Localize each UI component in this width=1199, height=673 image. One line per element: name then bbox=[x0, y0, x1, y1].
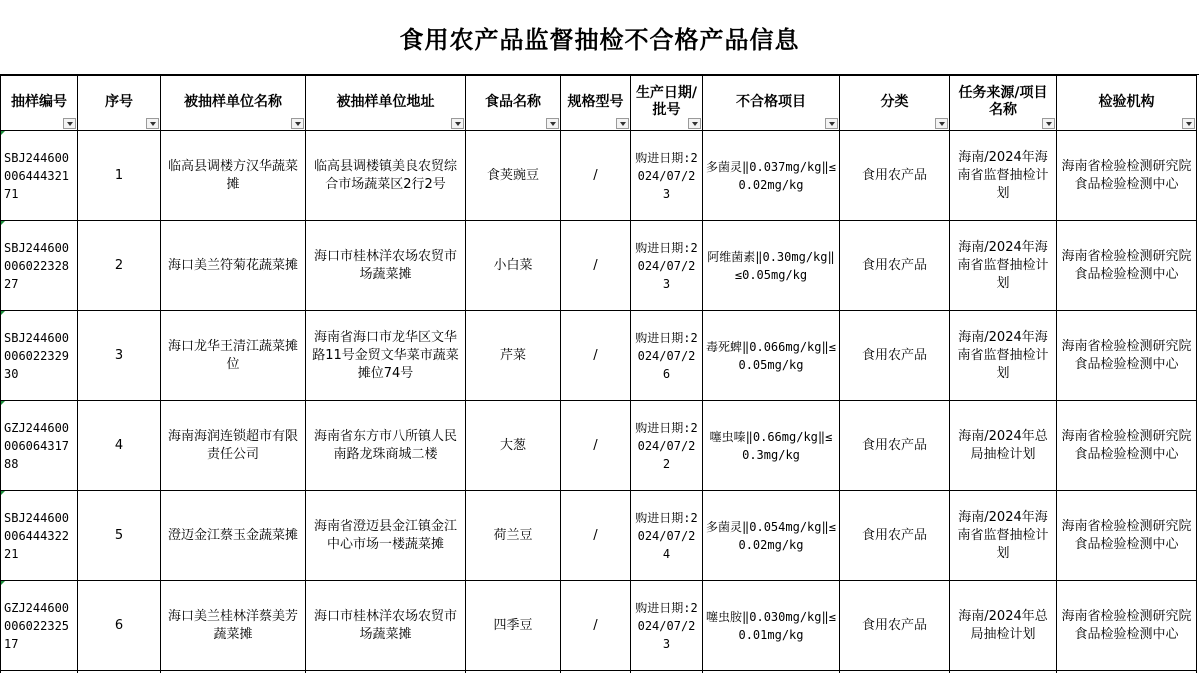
cell-spec[interactable]: / bbox=[561, 491, 631, 581]
header-label: 序号 bbox=[105, 93, 133, 110]
cell-food[interactable]: 荷兰豆 bbox=[466, 491, 561, 581]
cell-sample-no[interactable]: SBJ24460000602232827 bbox=[1, 221, 78, 311]
table-row bbox=[1, 581, 1197, 671]
cell-lab[interactable]: 海南省检验检测研究院食品检验检测中心 bbox=[1057, 401, 1197, 491]
table-row bbox=[1, 311, 1197, 401]
header-lab bbox=[1057, 76, 1197, 131]
cell-food[interactable]: 大葱 bbox=[466, 401, 561, 491]
cell-seq[interactable]: 1 bbox=[78, 131, 161, 221]
cell-task[interactable]: 海南/2024年海南省监督抽检计划 bbox=[950, 491, 1057, 581]
cell-date[interactable]: 购进日期:2024/07/26 bbox=[631, 311, 703, 401]
header-label: 被抽样单位名称 bbox=[184, 93, 282, 110]
header-label: 被抽样单位地址 bbox=[336, 93, 435, 110]
cell-category[interactable]: 食用农产品 bbox=[840, 311, 950, 401]
cell-food[interactable]: 四季豆 bbox=[466, 581, 561, 671]
cell-seq[interactable]: 4 bbox=[78, 401, 161, 491]
cell-task[interactable]: 海南/2024年总局抽检计划 bbox=[950, 581, 1057, 671]
header-label: 生产日期/批号 bbox=[635, 85, 698, 118]
filter-dropdown-icon[interactable] bbox=[1182, 118, 1195, 129]
filter-dropdown-icon[interactable] bbox=[1042, 118, 1055, 129]
cell-unit-addr[interactable]: 海口市桂林洋农场农贸市场蔬菜摊 bbox=[306, 581, 466, 671]
filter-dropdown-icon[interactable] bbox=[63, 118, 76, 129]
cell-seq[interactable]: 5 bbox=[78, 491, 161, 581]
cell-indicator-icon bbox=[1, 401, 5, 405]
cell-category[interactable]: 食用农产品 bbox=[840, 401, 950, 491]
cell-sample-no[interactable]: SBJ24460000644432221 bbox=[1, 491, 78, 581]
header-item bbox=[703, 76, 840, 131]
cell-unit-addr[interactable]: 海南省海口市龙华区文华路11号金贸文华菜市蔬菜摊位74号 bbox=[306, 311, 466, 401]
cell-lab[interactable]: 海南省检验检测研究院食品检验检测中心 bbox=[1057, 131, 1197, 221]
cell-indicator-icon bbox=[1, 221, 5, 225]
cell-item[interactable]: 毒死蜱‖0.066mg/kg‖≤0.05mg/kg bbox=[703, 311, 840, 401]
cell-date[interactable]: 购进日期:2024/07/23 bbox=[631, 581, 703, 671]
header-label: 不合格项目 bbox=[736, 93, 806, 110]
cell-unit-name[interactable]: 海南海润连锁超市有限责任公司 bbox=[161, 401, 306, 491]
cell-date[interactable]: 购进日期:2024/07/24 bbox=[631, 491, 703, 581]
results-table bbox=[0, 75, 1197, 673]
table-row bbox=[1, 221, 1197, 311]
cell-category[interactable]: 食用农产品 bbox=[840, 581, 950, 671]
cell-spec[interactable]: / bbox=[561, 221, 631, 311]
header-label: 分类 bbox=[880, 93, 909, 110]
cell-unit-addr[interactable]: 海南省东方市八所镇人民南路龙珠商城二楼 bbox=[306, 401, 466, 491]
filter-dropdown-icon[interactable] bbox=[825, 118, 838, 129]
cell-indicator-icon bbox=[1, 131, 5, 135]
cell-category[interactable]: 食用农产品 bbox=[840, 221, 950, 311]
header-date bbox=[631, 76, 703, 131]
header-food bbox=[466, 76, 561, 131]
cell-lab[interactable]: 海南省检验检测研究院食品检验检测中心 bbox=[1057, 491, 1197, 581]
cell-item[interactable]: 噻虫嗪‖0.66mg/kg‖≤0.3mg/kg bbox=[703, 401, 840, 491]
cell-category[interactable]: 食用农产品 bbox=[840, 491, 950, 581]
table-row bbox=[1, 491, 1197, 581]
cell-sample-no[interactable]: SBJ24460000644432171 bbox=[1, 131, 78, 221]
table-row bbox=[1, 401, 1197, 491]
cell-unit-addr[interactable]: 海口市桂林洋农场农贸市场蔬菜摊 bbox=[306, 221, 466, 311]
cell-spec[interactable]: / bbox=[561, 581, 631, 671]
cell-task[interactable]: 海南/2024年海南省监督抽检计划 bbox=[950, 311, 1057, 401]
cell-lab[interactable]: 海南省检验检测研究院食品检验检测中心 bbox=[1057, 311, 1197, 401]
cell-item[interactable]: 多菌灵‖0.054mg/kg‖≤0.02mg/kg bbox=[703, 491, 840, 581]
cell-spec[interactable]: / bbox=[561, 131, 631, 221]
header-unit-addr bbox=[306, 76, 466, 131]
header-label: 食品名称 bbox=[485, 93, 541, 110]
cell-food[interactable]: 食荚豌豆 bbox=[466, 131, 561, 221]
cell-unit-name[interactable]: 澄迈金江蔡玉金蔬菜摊 bbox=[161, 491, 306, 581]
cell-date[interactable]: 购进日期:2024/07/23 bbox=[631, 131, 703, 221]
cell-food[interactable]: 芹菜 bbox=[466, 311, 561, 401]
cell-spec[interactable]: / bbox=[561, 401, 631, 491]
cell-item[interactable]: 阿维菌素‖0.30mg/kg‖≤0.05mg/kg bbox=[703, 221, 840, 311]
filter-dropdown-icon[interactable] bbox=[146, 118, 159, 129]
cell-seq[interactable]: 6 bbox=[78, 581, 161, 671]
filter-dropdown-icon[interactable] bbox=[451, 118, 464, 129]
header-sample-no bbox=[1, 76, 78, 131]
cell-indicator-icon bbox=[1, 581, 5, 585]
cell-unit-name[interactable]: 海口美兰桂林洋蔡美芳蔬菜摊 bbox=[161, 581, 306, 671]
cell-lab[interactable]: 海南省检验检测研究院食品检验检测中心 bbox=[1057, 581, 1197, 671]
header-label: 任务来源/项目名称 bbox=[958, 85, 1048, 118]
cell-task[interactable]: 海南/2024年海南省监督抽检计划 bbox=[950, 221, 1057, 311]
cell-unit-name[interactable]: 临高县调楼方汉华蔬菜摊 bbox=[161, 131, 306, 221]
header-spec bbox=[561, 76, 631, 131]
cell-sample-no[interactable]: SBJ24460000602232930 bbox=[1, 311, 78, 401]
cell-indicator-icon bbox=[1, 491, 5, 495]
header-label: 检验机构 bbox=[1098, 93, 1155, 110]
cell-item[interactable]: 多菌灵‖0.037mg/kg‖≤0.02mg/kg bbox=[703, 131, 840, 221]
cell-sample-no[interactable]: GZJ24460000606431788 bbox=[1, 401, 78, 491]
cell-lab[interactable]: 海南省检验检测研究院食品检验检测中心 bbox=[1057, 221, 1197, 311]
cell-spec[interactable]: / bbox=[561, 311, 631, 401]
filter-dropdown-icon[interactable] bbox=[616, 118, 629, 129]
cell-date[interactable]: 购进日期:2024/07/22 bbox=[631, 401, 703, 491]
sheet-title: 食用农产品监督抽检不合格产品信息 bbox=[0, 0, 1199, 75]
cell-unit-name[interactable]: 海口美兰符菊花蔬菜摊 bbox=[161, 221, 306, 311]
cell-task[interactable]: 海南/2024年总局抽检计划 bbox=[950, 401, 1057, 491]
header-row bbox=[1, 76, 1197, 131]
cell-date[interactable]: 购进日期:2024/07/23 bbox=[631, 221, 703, 311]
filter-dropdown-icon[interactable] bbox=[291, 118, 304, 129]
cell-task[interactable]: 海南/2024年海南省监督抽检计划 bbox=[950, 131, 1057, 221]
cell-item[interactable]: 噻虫胺‖0.030mg/kg‖≤0.01mg/kg bbox=[703, 581, 840, 671]
header-category bbox=[840, 76, 950, 131]
cell-seq[interactable]: 2 bbox=[78, 221, 161, 311]
filter-dropdown-icon[interactable] bbox=[688, 118, 701, 129]
cell-indicator-icon bbox=[1, 311, 5, 315]
filter-dropdown-icon[interactable] bbox=[546, 118, 559, 129]
header-unit-name bbox=[161, 76, 306, 131]
header-label: 抽样编号 bbox=[11, 93, 67, 110]
cell-category[interactable]: 食用农产品 bbox=[840, 131, 950, 221]
header-label: 规格型号 bbox=[567, 93, 624, 110]
table-row bbox=[1, 131, 1197, 221]
cell-unit-addr[interactable]: 临高县调楼镇美良农贸综合市场蔬菜区2行2号 bbox=[306, 131, 466, 221]
filter-dropdown-icon[interactable] bbox=[935, 118, 948, 129]
cell-seq[interactable]: 3 bbox=[78, 311, 161, 401]
cell-unit-name[interactable]: 海口龙华王清江蔬菜摊位 bbox=[161, 311, 306, 401]
cell-sample-no[interactable]: GZJ24460000602232517 bbox=[1, 581, 78, 671]
cell-unit-addr[interactable]: 海南省澄迈县金江镇金江中心市场一楼蔬菜摊 bbox=[306, 491, 466, 581]
header-task bbox=[950, 76, 1057, 131]
header-seq bbox=[78, 76, 161, 131]
cell-food[interactable]: 小白菜 bbox=[466, 221, 561, 311]
